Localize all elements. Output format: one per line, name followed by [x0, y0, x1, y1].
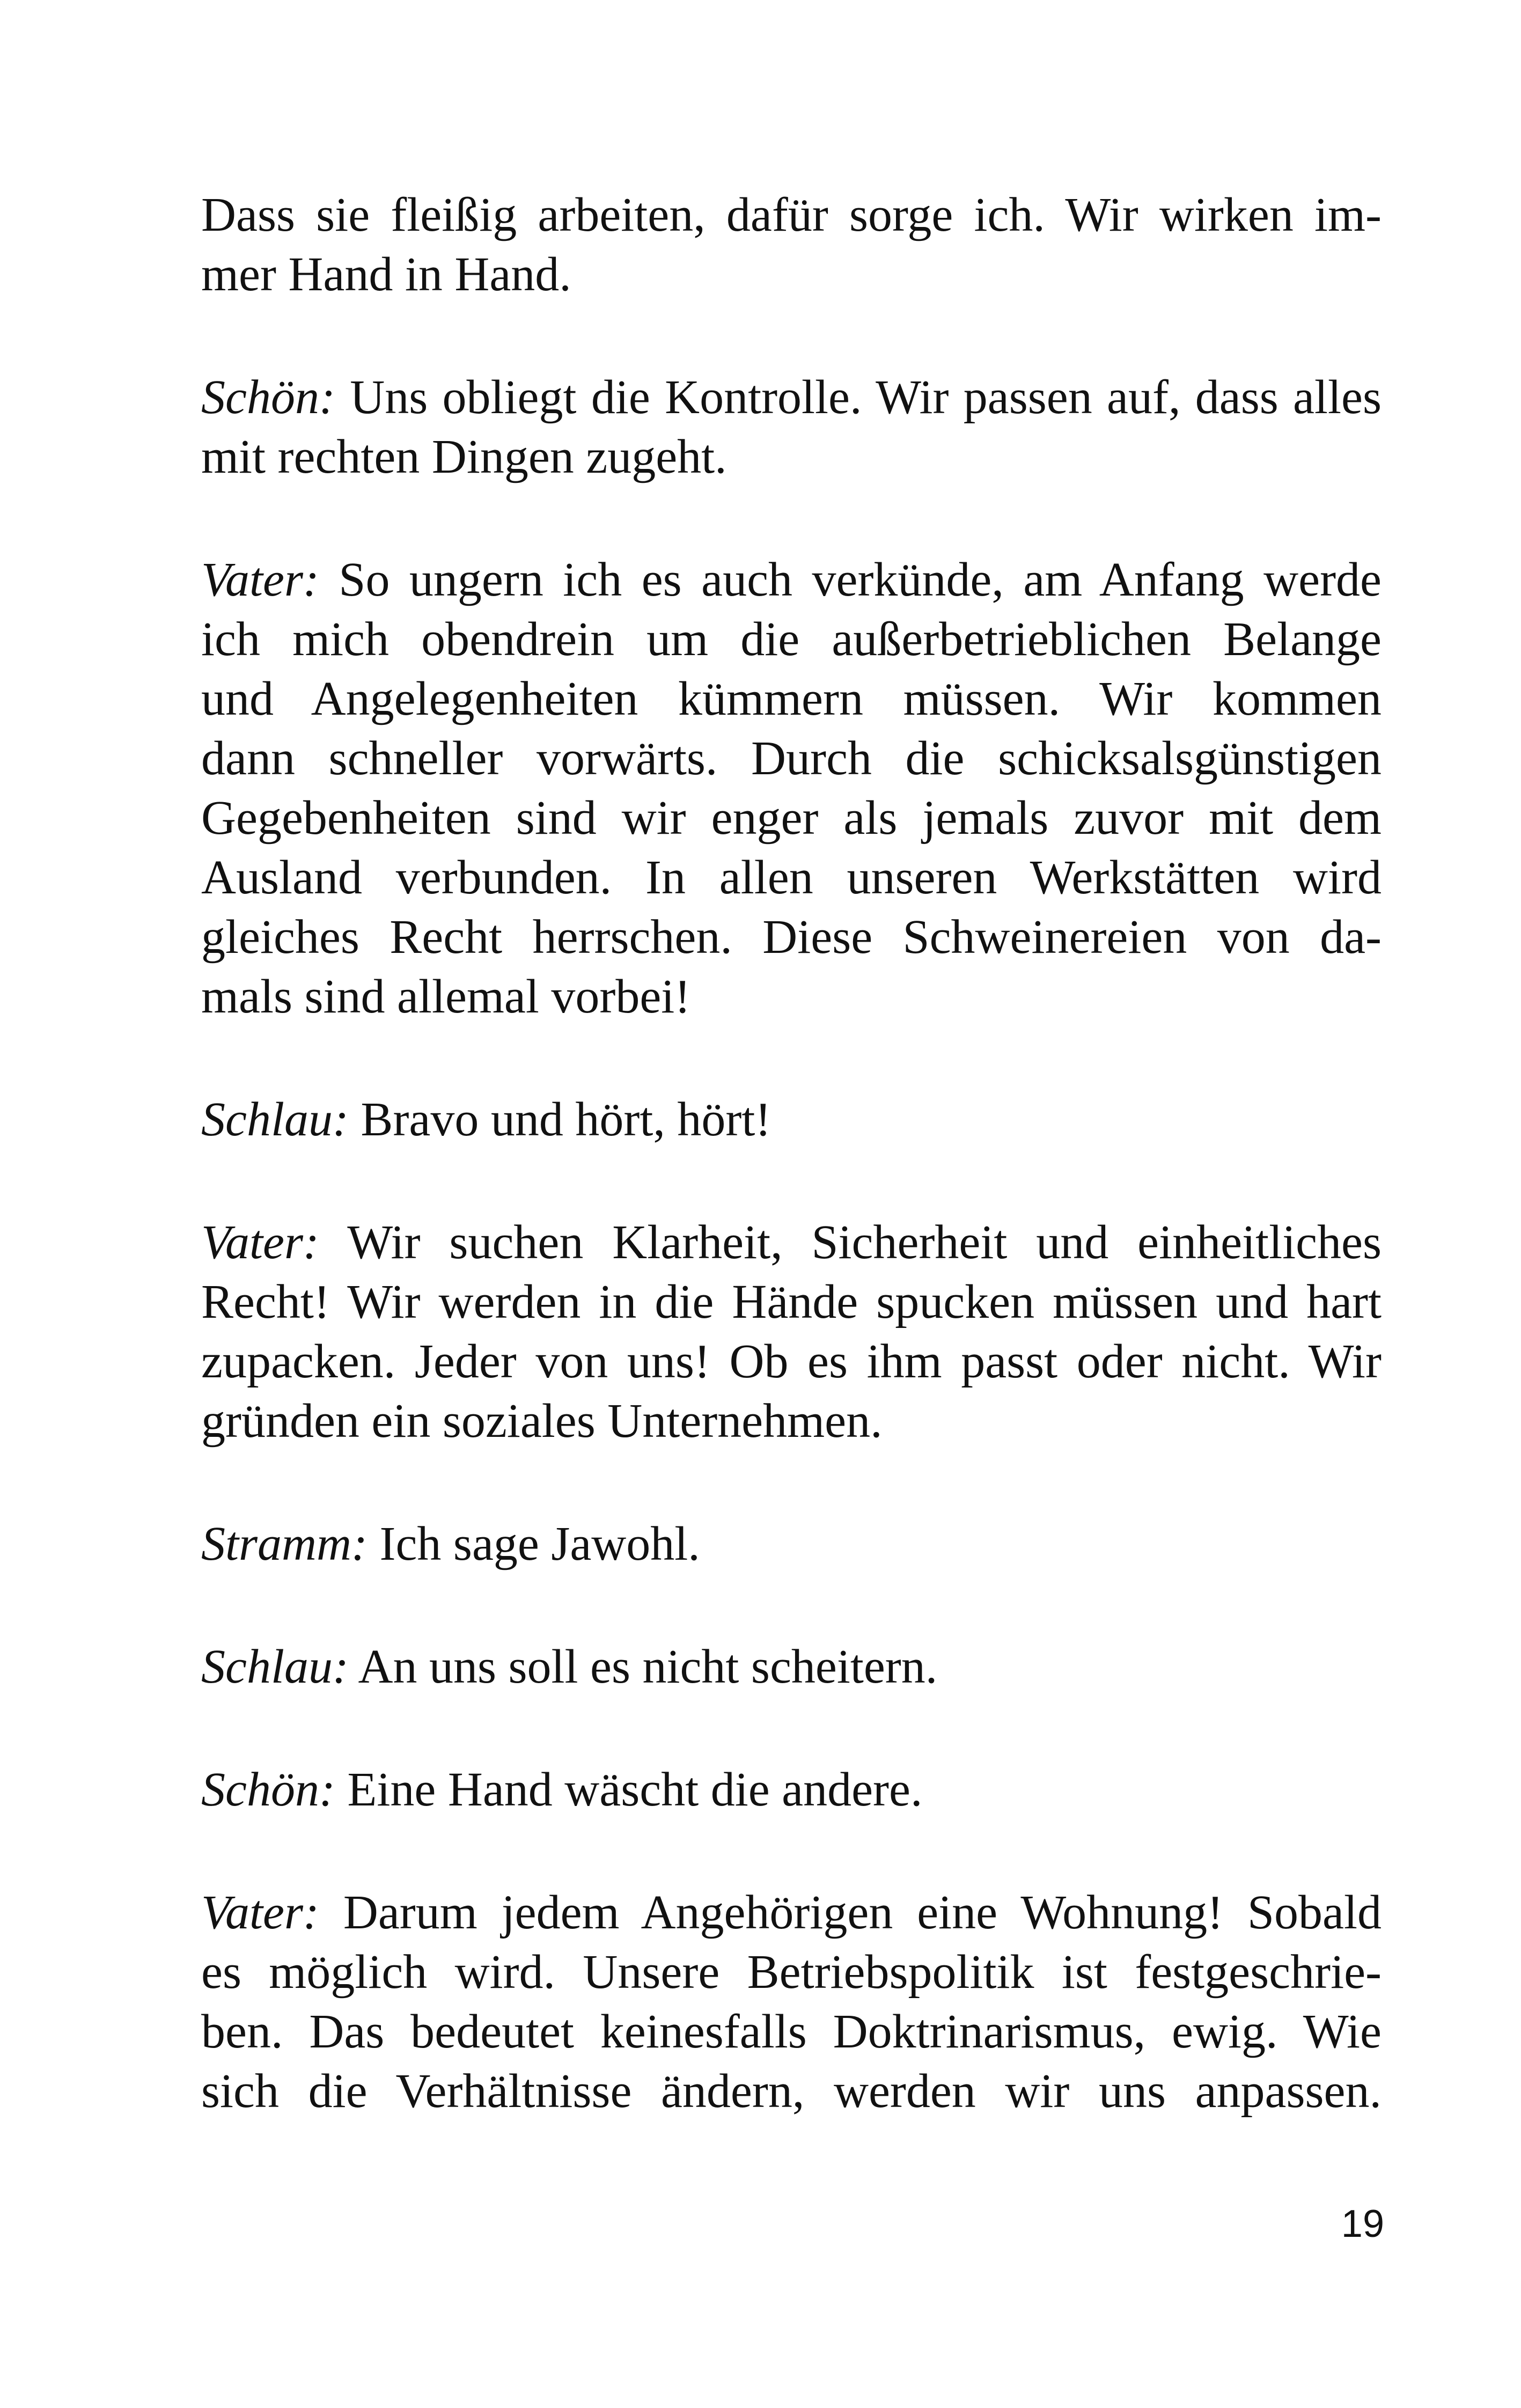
text-line: Ich sage Jawohl.: [368, 1517, 700, 1570]
text-line: dann schneller vorwärts. Durch die schicksalsgünstigen: [201, 732, 1382, 785]
speaker-name: Vater:: [201, 1886, 319, 1939]
speaker-name: Schlau:: [201, 1640, 349, 1693]
speaker-name: Schlau:: [201, 1093, 349, 1146]
speaker-name: Vater:: [201, 553, 319, 606]
page-number: 19: [1341, 2203, 1384, 2245]
text-line: mit rechten Dingen zugeht.: [201, 430, 727, 483]
dialogue-paragraph: [201, 1213, 1382, 1451]
speaker-name: Vater:: [201, 1216, 319, 1269]
text-line: An uns soll es nicht scheitern.: [348, 1640, 938, 1693]
text-line: Dass sie fleißig arbeiten, dafür sorge ich. Wir wirken im-: [201, 188, 1382, 241]
text-line: zupacken. Jeder von uns! Ob es ihm passt oder nicht. Wir: [201, 1335, 1382, 1388]
dialogue-paragraph: [201, 368, 1382, 487]
text-line: es möglich wird. Unsere Betriebspolitik ist festgeschrie-: [201, 1946, 1382, 1999]
dialogue-paragraph: [201, 550, 1382, 1026]
speaker-name: Schön:: [201, 371, 335, 424]
text-line: Uns obliegt die Kontrolle. Wir passen auf, dass alles: [335, 371, 1382, 424]
text-line: Recht! Wir werden in die Hände spucken müssen und hart: [201, 1275, 1382, 1328]
text-line: gründen ein soziales Unternehmen.: [201, 1394, 883, 1448]
text-line: mer Hand in Hand.: [201, 248, 571, 301]
text-line: Gegebenheiten sind wir enger als jemals zuvor mit dem: [201, 791, 1382, 845]
paragraph: [201, 185, 1382, 304]
book-page-text: [201, 185, 1382, 2184]
text-line: und Angelegenheiten kümmern müssen. Wir kommen: [201, 672, 1382, 725]
dialogue-paragraph: [201, 1760, 1382, 1819]
text-line: ich mich obendrein um die außerbetrieblichen Belange: [201, 613, 1382, 666]
dialogue-paragraph: [201, 1883, 1382, 2121]
text-line: So ungern ich es auch verkünde, am Anfang werde: [319, 553, 1382, 606]
text-line: Wir suchen Klarheit, Sicherheit und einheitliches: [319, 1216, 1382, 1269]
dialogue-paragraph: [201, 1090, 1382, 1149]
speaker-name: Stramm:: [201, 1517, 368, 1570]
text-line: mals sind allemal vorbei!: [201, 970, 691, 1023]
text-line: sich die Verhältnisse ändern, werden wir uns anpassen.: [201, 2065, 1382, 2118]
text-line: Eine Hand wäscht die andere.: [335, 1763, 923, 1816]
text-line: ben. Das bedeutet keinesfalls Doktrinarismus, ewig. Wie: [201, 2005, 1382, 2058]
text-line: Ausland verbunden. In allen unseren Werkstätten wird: [201, 851, 1382, 904]
text-line: Darum jedem Angehörigen eine Wohnung! Sobald: [319, 1886, 1382, 1939]
dialogue-paragraph: [201, 1514, 1382, 1574]
text-line: gleiches Recht herrschen. Diese Schweinereien von da-: [201, 911, 1382, 964]
dialogue-paragraph: [201, 1637, 1382, 1697]
text-line: Bravo und hört, hört!: [348, 1093, 771, 1146]
speaker-name: Schön:: [201, 1763, 335, 1816]
